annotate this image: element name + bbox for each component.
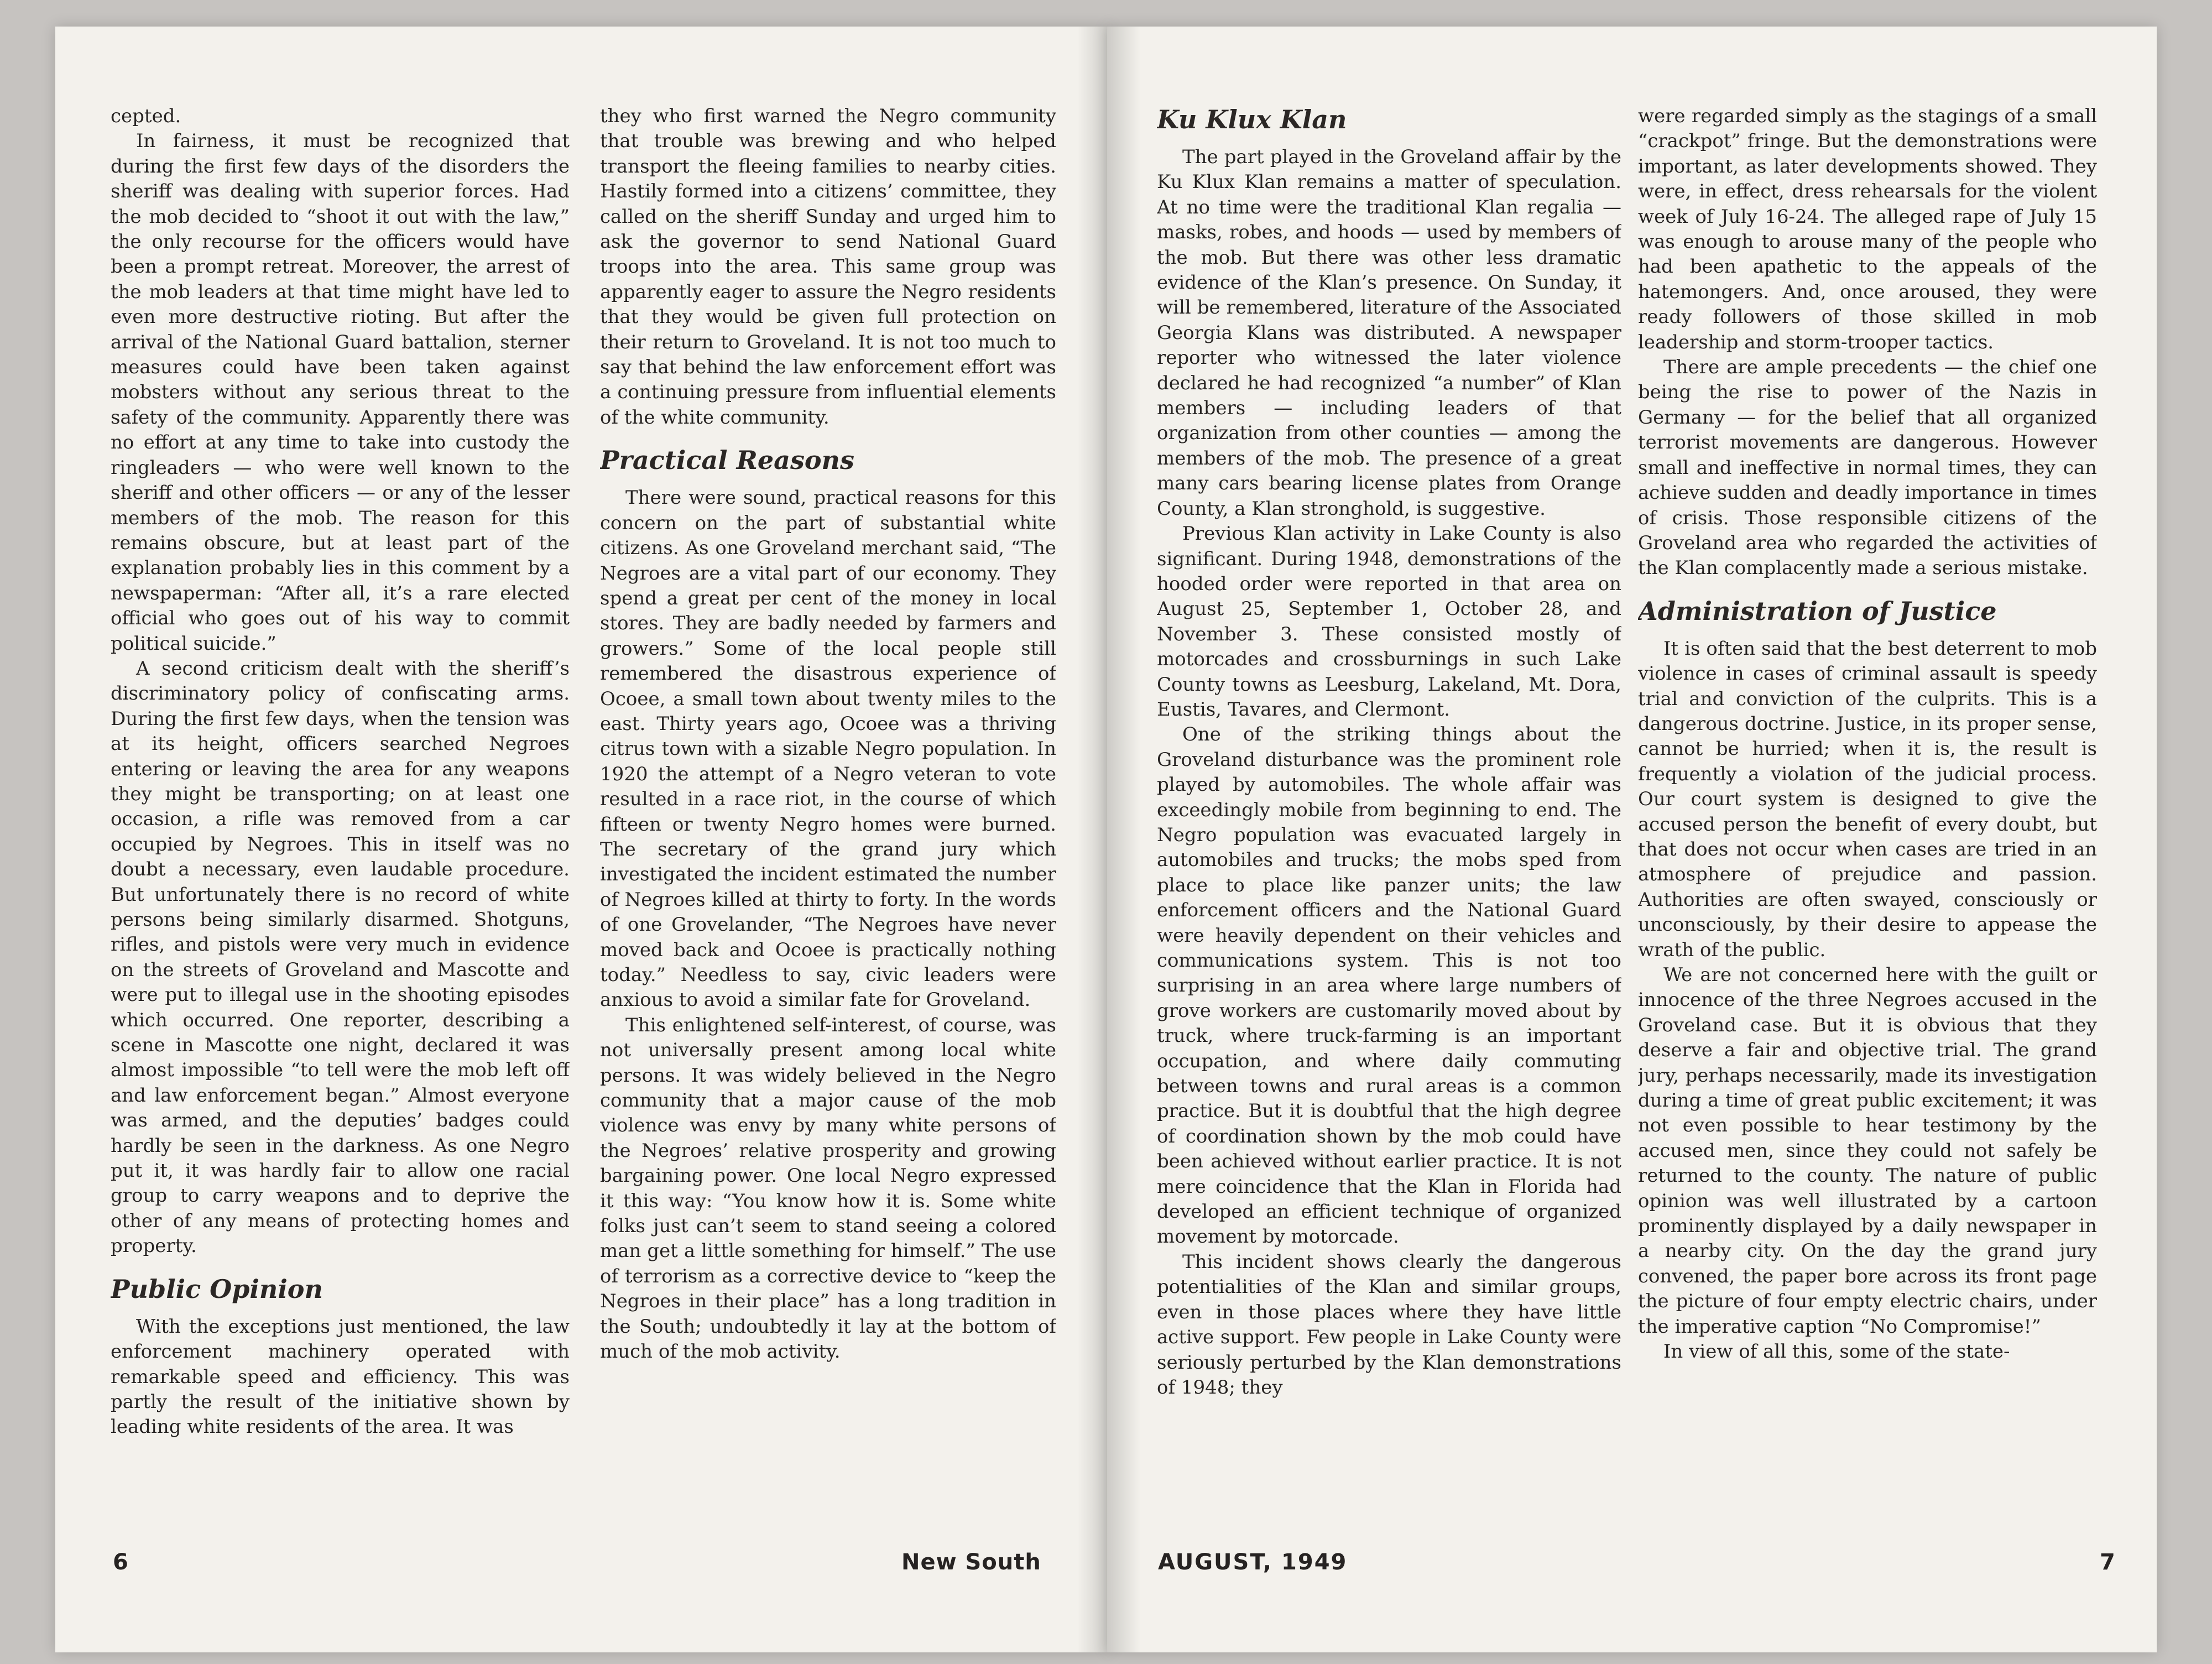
- paragraph: It is often said that the best deterrent to mob violence in cases of criminal assault is speedy trial and conviction of the culprits. This is a dangerous doctrine. Justice, in its proper sense, cannot be hurried; when it is, the result is frequently a violation of the judicial process. Our court system is designed to give the accused person the benefit of every doubt, but that does not occur when cases are tried in an atmosphere of prejudice and passion. Authorities are often swayed, consciously or unconsciously, by their desire to appease the wrath of the public.: [1638, 637, 2097, 961]
- paragraph: One of the striking things about the Groveland disturbance was the prominent role played by automobiles. The whole affair was exceedingly mobile from beginning to end. The Negro population was evacuated largely in automobiles and trucks; the mobs sped from place to place like panzer units; the law enforcement officers and the National Guard were heavily dependent on their vehicles and communications system. This is not too surprising in an area where large numbers of grove workers are customarily moved about by truck, where truck-farming is an important occupation, and where daily commuting between towns and rural areas is a common practice. But it is doubtful that the high degree of coordination shown by the mob could have been achieved without earlier practice. It is not mere coincidence that the Klan in Florida had developed an efficient technique of organized movement by motorcade.: [1157, 723, 1621, 1248]
- paragraph: Previous Klan activity in Lake County is also significant. During 1948, demonstrations of the hooded order were reported in that area on August 25, September 1, October 28, and November 3. These consisted mostly of motorcades and crossburnings in such Lake County towns as Leesburg, Lakeland, Mt. Dora, Eustis, Tavares, and Clermont.: [1157, 523, 1621, 721]
- binding-gutter-shadow: [1077, 27, 1110, 1652]
- paragraph: In fairness, it must be recognized that during the first few days of the disorders the sheriff was dealing with superior forces. Had the mob decided to “shoot it out with the law,” the only recourse for the officers would have been a prompt retreat. Moreover, the arrest of the mob leaders at that time might have led to even more destructive rioting. But after the arrival of the National Guard battalion, sterner measures could have been taken against mobsters without any serious threat to the safety of the community. Apparently there was no effort at any time to take into custody the ringleaders — who were well known to the sheriff and other officers — or any of the lesser members of the mob. The reason for this remains obscure, but at least part of the explanation probably lies in this comment by a newspaperman: “After all, it’s a rare elected official who goes out of his way to commit political suicide.”: [111, 130, 570, 655]
- paragraph: A second criticism dealt with the sheriff’s discriminatory policy of confiscating arms. During the first few days, when the tension was at its height, officers searched Negroes entering or leaving the area for any weapons they might be transporting; on at least one occasion, a rifle was removed from a car occupied by Negroes. This in itself was no doubt a necessary, even laudable procedure. But unfortunately there is no record of white persons being similarly disarmed. Shotguns, rifles, and pistols were very much in evidence on the streets of Groveland and Mascotte and were put to illegal use in the shooting episodes which occurred. One reporter, describing a scene in Mascotte one night, declared it was almost impossible “to tell were the mob left off and law enforcement began.” Almost everyone was armed, and the deputies’ badges could hardly be seen in the darkness. As one Negro put it, it was hardly fair to allow one racial group to carry weapons and to deprive the other of any means of protecting homes and property.: [111, 657, 570, 1258]
- section-heading-practical-reasons: Practical Reasons: [600, 445, 854, 476]
- paragraph: This enlightened self-interest, of course, was not universally present among local white persons. It was widely believed in the Negro community that a major cause of the mob violence was envy by many white persons of the Negroes’ relative prosperity and growing bargaining power. One local Negro expressed it this way: “You know how it is. Some white folks just can’t seem to stand seeing a colored man get a little something for himself.” The use of terrorism as a corrective device to “keep the Negroes in their place” has a long tradition in the South; undoubtedly it lay at the bottom of much of the mob activity.: [600, 1014, 1056, 1363]
- left-page: [55, 27, 1110, 1652]
- paragraph: The part played in the Groveland affair by the Ku Klux Klan remains a matter of speculation. At no time were the traditional Klan regalia — masks, robes, and hoods — used by members of the mob. But there was other less dramatic evidence of the Klan’s presence. On Sunday, it will be remembered, literature of the Associated Georgia Klans was distributed. A newspaper reporter who witnessed the later violence declared he had recognized “a number” of Klan members — including leaders of that organization from other counties — among the members of the mob. The presence of a great many cars bearing license plates from Orange County, a Klan stronghold, is suggestive.: [1157, 146, 1621, 520]
- section-heading-administration-of-justice: Administration of Justice: [1638, 596, 1997, 626]
- running-footer-date: AUGUST, 1949: [1158, 1550, 1348, 1575]
- section-heading-public-opinion: Public Opinion: [111, 1274, 323, 1304]
- paragraph: were regarded simply as the stagings of a small “crackpot” fringe. But the demonstrations were important, as later developments showed. They were, in effect, dress rehearsals for the violent week of July 16-24. The alleged rape of July 15 was enough to arouse many of the people who had been apathetic to the appeals of the hatemongers. And, once aroused, they were ready followers of those skilled in mob leadership and storm-trooper tactics.: [1638, 105, 2097, 353]
- right-page-column-2: [1638, 104, 2097, 1553]
- paragraph: This incident shows clearly the dangerous potentialities of the Klan and similar groups, even in those places where they have little active support. Few people in Lake County were seriously perturbed by the Klan demonstrations of 1948; they: [1157, 1250, 1621, 1399]
- left-page-column-2: [600, 104, 1056, 1553]
- paragraph: We are not concerned here with the guilt or innocence of the three Negroes accused in the Groveland case. But it is obvious that they deserve a fair and objective trial. The grand jury, perhaps necessarily, made its investigation during a time of great public excitement; it was not even possible to hear testimony by the accused men, since they could not safely be returned to the county. The nature of public opinion was well illustrated by a cartoon prominently displayed by a daily newspaper in a nearby city. On the day the grand jury convened, the paper bore across its front page the picture of four empty electric chairs, under the imperative caption “No Compromise!”: [1638, 964, 2097, 1338]
- paragraph: they who first warned the Negro community that trouble was brewing and who helped transport the fleeing families to nearby cities. Hastily formed into a citizens’ committee, they called on the sheriff Sunday and urged him to ask the governor to send National Guard troops into the area. This same group was apparently eager to assure the Negro residents that they would be given full protection on their return to Groveland. It is not too much to say that behind the law enforcement effort was a continuing pressure from influential elements of the white community.: [600, 105, 1056, 429]
- binding-gutter-shadow: [1107, 27, 1140, 1652]
- paragraph: In view of all this, some of the state-: [1663, 1340, 2010, 1363]
- paragraph: With the exceptions just mentioned, the law enforcement machinery operated with remarkable speed and efficiency. This was partly the result of the initiative shown by leading white residents of the area. It was: [111, 1315, 570, 1438]
- page-number: 6: [113, 1550, 128, 1575]
- right-page: [1107, 27, 2157, 1652]
- paragraph: There were sound, practical reasons for this concern on the part of substantial white citizens. As one Groveland merchant said, “The Negroes are a vital part of our economy. They spend a great per cent of the money in local stores. They are badly needed by farmers and growers.” Some of the local people still remembered the disastrous experience of Ocoee, a small town about twenty miles to the east. Thirty years ago, Ocoee was a thriving citrus town with a sizable Negro population. In 1920 the attempt of a Negro veteran to vote resulted in a race riot, in the course of which fifteen or twenty Negro homes were burned. The secretary of the grand jury which investigated the incident estimated the number of Negroes killed at thirty to forty. In the words of one Grovelander, “The Negroes have never moved back and Ocoee is practically nothing today.” Needless to say, civic leaders were anxious to avoid a similar fate for Groveland.: [600, 487, 1056, 1011]
- paragraph: There are ample precedents — the chief one being the rise to power of the Nazis in Germany — for the belief that all organized terrorist movements are dangerous. However small and ineffective in normal times, they can achieve sudden and deadly importance in times of crisis. Those responsible citizens of the Groveland area who regarded the activities of the Klan complacently made a serious mistake.: [1638, 356, 2097, 580]
- page-number: 7: [2100, 1550, 2115, 1575]
- left-page-column-1: [111, 104, 570, 1553]
- paragraph: cepted.: [111, 105, 181, 127]
- running-footer-publication: New South: [901, 1550, 1041, 1575]
- right-page-column-1: [1157, 104, 1621, 1553]
- section-heading-ku-klux-klan: Ku Klux Klan: [1157, 105, 1347, 134]
